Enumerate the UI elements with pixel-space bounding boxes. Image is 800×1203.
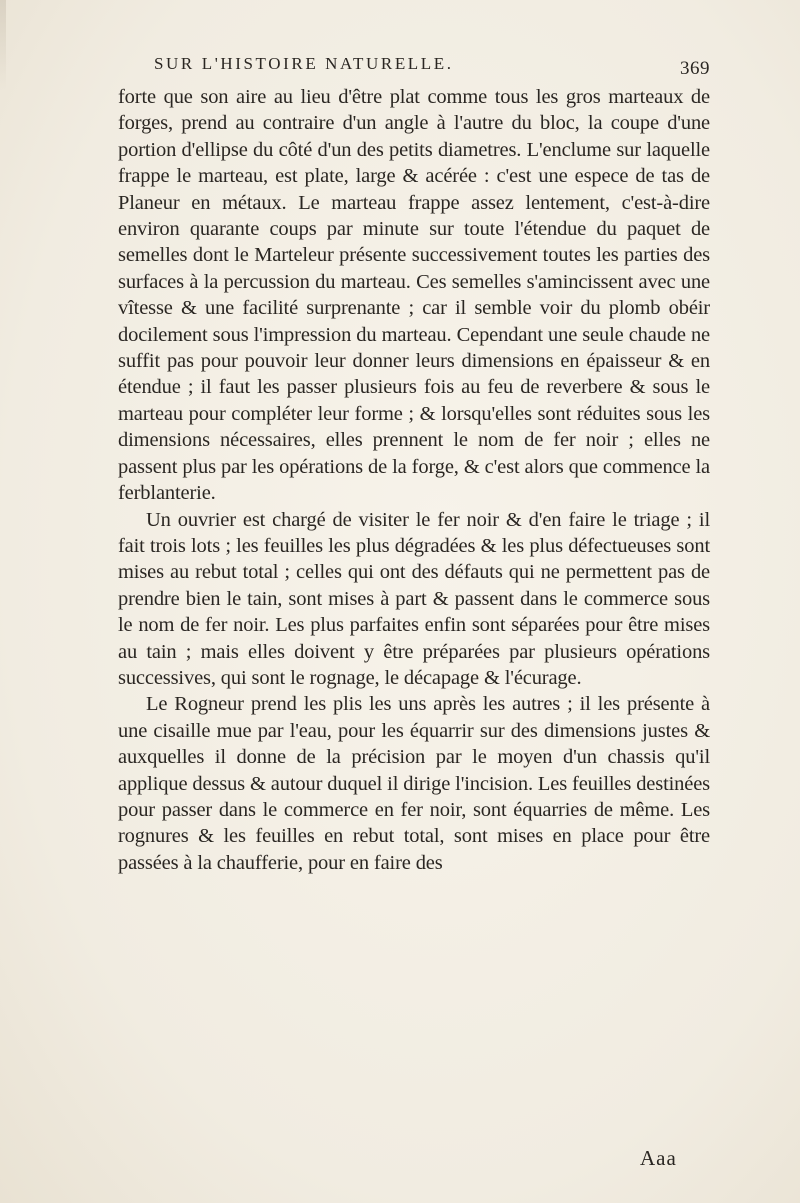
running-head: SUR L'HISTOIRE NATURELLE. bbox=[154, 54, 454, 73]
page-edge-shadow bbox=[0, 0, 6, 90]
body-text bbox=[118, 84, 710, 876]
paragraph-3: Le Rogneur prend les plis les uns après les autres ; il les présente à une cisaille mue par l'eau, pour les équarrir sur des dimensions justes & auxquelles il donne de la précision par le moyen d'un chassis qu'il applique dessus & autour duquel il dirige l'incision. Les feuilles destinées pour passer dans le commerce en fer noir, sont équarries de même. Les rognures & les feuilles en rebut total, sont mises en place pour être passées à la chaufferie, pour en faire des bbox=[118, 693, 710, 874]
paragraph-1: forte que son aire au lieu d'être plat comme tous les gros marteaux de forges, prend au contraire d'un angle à l'autre du bloc, la coupe d'une portion d'ellipse du côté d'un des petits diametres. L'enclume sur laquelle frappe le marteau, est plate, large & acérée : c'est une espece de tas de Planeur en métaux. Le marteau frappe assez lentement, c'est-à-dire environ quarante coups par minute sur toute l'étendue du paquet de semelles dont le Marteleur présente successivement toutes les parties des surfaces à la percussion du marteau. Ces semelles s'amincissent avec une vîtesse & une facilité surprenante ; car il semble voir du plomb obéir docilement sous l'impression du marteau. Cependant une seule chaude ne suffit pas pour pouvoir leur donner leurs dimensions en épaisseur & en étendue ; il faut les passer plusieurs fois au feu de reverbere & sous le marteau pour compléter leur forme ; & lorsqu'elles sont réduites sous les dimensions nécessaires, elles prennent le nom de fer noir ; elles ne passent plus par les opérations de la forge, & c'est alors que commence la ferblanterie. bbox=[118, 86, 710, 505]
gathering-signature: Aaa bbox=[640, 1146, 677, 1170]
page-number: 369 bbox=[680, 58, 710, 79]
paragraph-2: Un ouvrier est chargé de visiter le fer noir & d'en faire le triage ; il fait trois lots ; les feuilles les plus dégradées & les plus défectueuses sont mises au rebut total ; celles qui ont des défauts qui ne permettent pas de prendre bien le tain, sont mises à part & passent dans le commerce sous le nom de fer noir. Les plus parfaites enfin sont séparées pour être mises au tain ; mais elles doivent y être préparées par plusieurs opérations successives, qui sont le rognage, le décapage & l'écurage. bbox=[118, 508, 710, 689]
page-header bbox=[118, 52, 710, 82]
